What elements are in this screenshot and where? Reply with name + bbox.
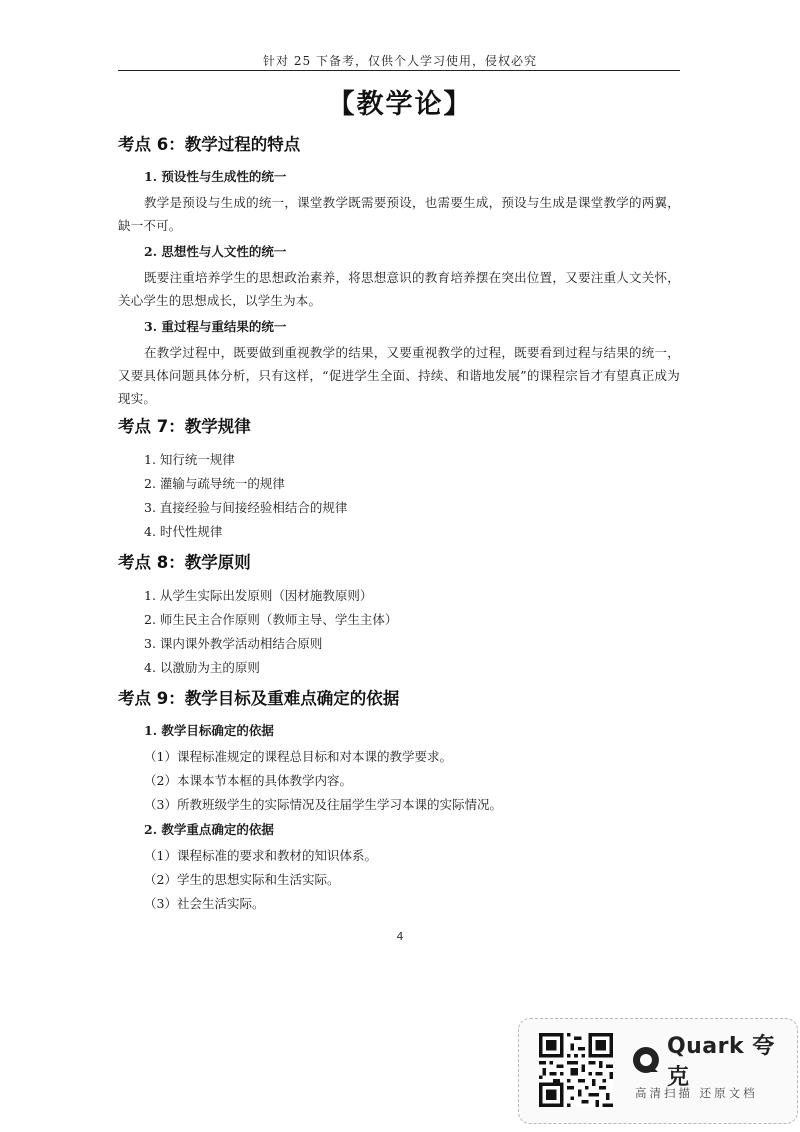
section-teaching-process	[118, 132, 680, 410]
principle-list	[144, 584, 680, 680]
list-item: 1. 知行统一规律	[144, 452, 235, 467]
paragraph: 教学是预设与生成的统一，课堂教学既需要预设，也需要生成，预设与生成是课堂教学的两翼，缺一不可。	[118, 195, 680, 233]
scanner-watermark	[518, 1018, 798, 1124]
brand-name: Quark 夸克	[666, 1034, 775, 1090]
list-item: 2. 师生民主合作原则（教师主导、学生主体）	[144, 612, 398, 627]
quark-logo-icon	[631, 1045, 661, 1075]
sub-heading: 2. 思想性与人文性的统一	[144, 244, 287, 259]
law-list	[144, 448, 680, 544]
section-heading: 考点 9：教学目标及重难点确定的依据	[118, 689, 400, 708]
list-item: 2. 灌输与疏导统一的规律	[144, 476, 285, 491]
brand-row	[631, 1034, 797, 1090]
list-item: 4. 以激励为主的原则	[144, 660, 260, 675]
section-teaching-laws	[118, 414, 680, 544]
page-number: 4	[396, 930, 404, 943]
list-item: （2）学生的思想实际和生活实际。	[144, 872, 340, 887]
sub-heading: 2. 教学重点确定的依据	[144, 822, 274, 837]
header-divider	[118, 70, 680, 71]
list-item: 1. 从学生实际出发原则（因材施教原则）	[144, 588, 373, 603]
qr-code-icon	[539, 1033, 613, 1107]
list-item: （1）课程标准的要求和教材的知识体系。	[144, 848, 377, 863]
list-item: 4. 时代性规律	[144, 524, 223, 539]
sub-heading: 1. 预设性与生成性的统一	[144, 169, 287, 184]
paragraph: 既要注重培养学生的思想政治素养，将思想意识的教育培养摆在突出位置，又要注重人文关怀，关心学生的思想成长，以学生为本。	[118, 270, 680, 308]
section-heading: 考点 7：教学规律	[118, 417, 251, 436]
list-item: （3）社会生活实际。	[144, 896, 265, 911]
header-note: 针对 25 下备考，仅供个人学习使用，侵权必究	[263, 54, 537, 68]
section-teaching-objectives	[118, 686, 680, 916]
section-heading: 考点 8：教学原则	[118, 553, 251, 572]
list-item: （2）本课本节本框的具体教学内容。	[144, 773, 352, 788]
section-heading: 考点 6：教学过程的特点	[118, 135, 301, 154]
list-item: （3）所教班级学生的实际情况及往届学生学习本课的实际情况。	[144, 797, 502, 812]
brand-tagline: 高清扫描 还原文档	[635, 1086, 758, 1100]
paragraph: 在教学过程中，既要做到重视教学的结果，又要重视教学的过程，既要看到过程与结果的统一，又要具体问题具体分析，只有这样，“促进学生全面、持续、和谐地发展”的课程宗旨才有望真正成为现实。	[118, 345, 680, 406]
document-body	[118, 130, 680, 916]
list-item: （1）课程标准规定的课程总目标和对本课的教学要求。	[144, 749, 452, 764]
objective-basis-list	[144, 745, 680, 817]
section-teaching-principles	[118, 550, 680, 680]
key-point-basis-list	[144, 844, 680, 916]
page-title: 【教学论】	[327, 89, 473, 120]
list-item: 3. 直接经验与间接经验相结合的规律	[144, 500, 348, 515]
sub-heading: 1. 教学目标确定的依据	[144, 723, 274, 738]
list-item: 3. 课内课外教学活动相结合原则	[144, 636, 323, 651]
sub-heading: 3. 重过程与重结果的统一	[144, 319, 287, 334]
